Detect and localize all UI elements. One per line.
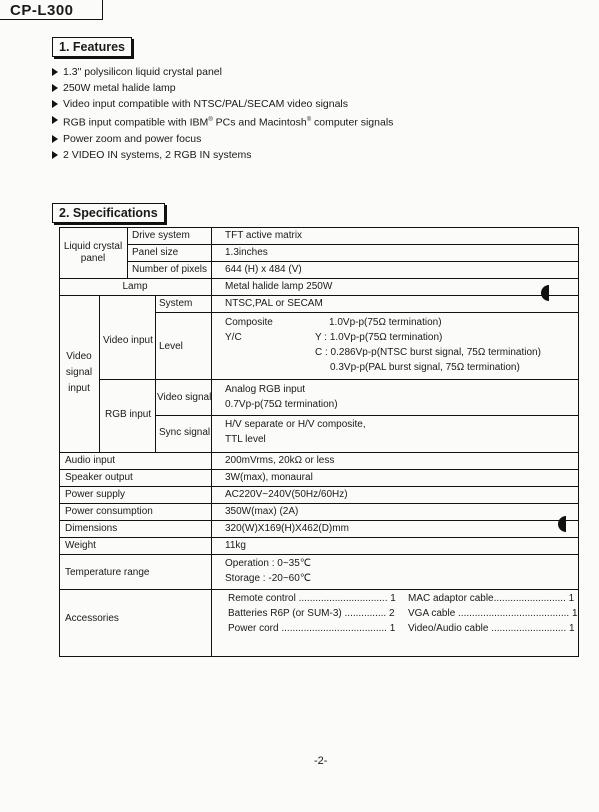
power-consumption-label: Power consumption	[65, 506, 153, 517]
table-border	[578, 227, 579, 657]
accessory-power-cord: Power cord ...................................... 1	[228, 623, 396, 634]
row-divider	[59, 520, 579, 521]
sync-signal-level: TTL level	[225, 434, 266, 445]
row-divider	[127, 261, 579, 262]
page-number: -2-	[314, 755, 328, 767]
table-border	[59, 227, 579, 228]
accessory-video-audio-cable: Video/Audio cable ........................... 1	[408, 623, 575, 634]
column-divider	[99, 295, 100, 452]
lcd-label: Liquid crystal panel	[63, 241, 123, 264]
accessory-batteries: Batteries R6P (or SUM-3) ............... 2	[228, 608, 395, 619]
system-value: NTSC,PAL or SECAM	[225, 298, 323, 309]
accessories-label: Accessories	[65, 613, 119, 624]
row-divider	[59, 278, 579, 279]
composite-value: 1.0Vp-p(75Ω termination)	[329, 317, 442, 328]
drive-system-value: TFT active matrix	[225, 230, 303, 241]
panel-size-value: 1.3inches	[225, 247, 268, 258]
row-divider	[59, 589, 579, 590]
accessory-remote-control: Remote control ................................ 1	[228, 593, 396, 604]
dimensions-label: Dimensions	[65, 523, 118, 534]
accessory-vga-cable: VGA cable ........................................ 1	[408, 608, 578, 619]
rgb-input-label: RGB input	[105, 409, 152, 420]
sync-signal-value: H/V separate or H/V composite,	[225, 419, 366, 430]
audio-input-label: Audio input	[65, 455, 116, 466]
features-heading: 1. Features	[52, 37, 132, 57]
row-divider	[59, 486, 579, 487]
c-value-pal: 0.3Vp-p(PAL burst signal, 75Ω termination)	[330, 362, 520, 373]
row-divider	[155, 312, 579, 313]
video-signal-input-label: Video signal input	[65, 351, 93, 394]
specifications-heading: 2. Specifications	[52, 203, 165, 223]
speaker-output-label: Speaker output	[65, 472, 133, 483]
feature-item: Power zoom and power focus	[52, 131, 393, 147]
row-divider	[59, 503, 579, 504]
specifications-table	[59, 227, 579, 657]
sync-signal-label: Sync signal	[159, 427, 211, 438]
pixels-label: Number of pixels	[132, 264, 208, 275]
row-divider	[59, 295, 579, 296]
model-name: CP-L300	[0, 0, 103, 20]
rgb-video-signal-level: 0.7Vp-p(75Ω termination)	[225, 399, 338, 410]
temperature-range-label: Temperature range	[65, 567, 150, 578]
feature-item: 250W metal halide lamp	[52, 80, 393, 96]
system-label: System	[159, 298, 193, 309]
row-divider	[127, 244, 579, 245]
row-divider	[155, 415, 579, 416]
table-border	[59, 656, 579, 657]
speaker-output-value: 3W(max), monaural	[225, 472, 313, 483]
c-value: C : 0.286Vp-p(NTSC burst signal, 75Ω termination)	[315, 347, 541, 358]
feature-item: 2 VIDEO IN systems, 2 RGB IN systems	[52, 147, 393, 163]
weight-value: 11kg	[225, 540, 246, 551]
power-consumption-value: 350W(max) (2A)	[225, 506, 299, 517]
power-supply-value: AC220V~240V(50Hz/60Hz)	[225, 489, 348, 500]
rgb-video-signal-label: Video signal	[157, 392, 212, 403]
accessory-mac-adaptor-cable: MAC adaptor cable.......................... 1	[408, 593, 575, 604]
temperature-operation: Operation : 0~35℃	[225, 558, 312, 569]
row-divider	[99, 379, 579, 380]
power-supply-label: Power supply	[65, 489, 126, 500]
row-divider	[59, 537, 579, 538]
rgb-video-signal-value: Analog RGB input	[225, 384, 306, 395]
feature-item: RGB input compatible with IBM® PCs and Macintosh® computer signals	[52, 112, 393, 131]
row-divider	[59, 469, 579, 470]
temperature-storage: Storage : -20~60℃	[225, 573, 312, 584]
composite-label: Composite	[225, 317, 273, 328]
column-divider	[127, 227, 128, 278]
drive-system-label: Drive system	[132, 230, 190, 241]
row-divider	[59, 452, 579, 453]
features-list	[52, 64, 393, 163]
y-value: Y : 1.0Vp-p(75Ω termination)	[315, 332, 443, 343]
feature-item: Video input compatible with NTSC/PAL/SECAM video signals	[52, 96, 393, 112]
lamp-label: Lamp	[122, 281, 148, 292]
yc-label: Y/C	[225, 332, 242, 343]
weight-label: Weight	[65, 540, 96, 551]
column-divider	[211, 227, 212, 657]
feature-item: 1.3" polysilicon liquid crystal panel	[52, 64, 393, 80]
column-divider	[155, 295, 156, 452]
audio-input-value: 200mVrms, 20kΩ or less	[225, 455, 335, 466]
row-divider	[59, 554, 579, 555]
dimensions-value: 320(W)X169(H)X462(D)mm	[225, 523, 349, 534]
panel-size-label: Panel size	[132, 247, 179, 258]
level-label: Level	[159, 341, 183, 352]
video-input-label: Video input	[103, 335, 153, 346]
pixels-value: 644 (H) x 484 (V)	[225, 264, 302, 275]
lamp-value: Metal halide lamp 250W	[225, 281, 333, 292]
